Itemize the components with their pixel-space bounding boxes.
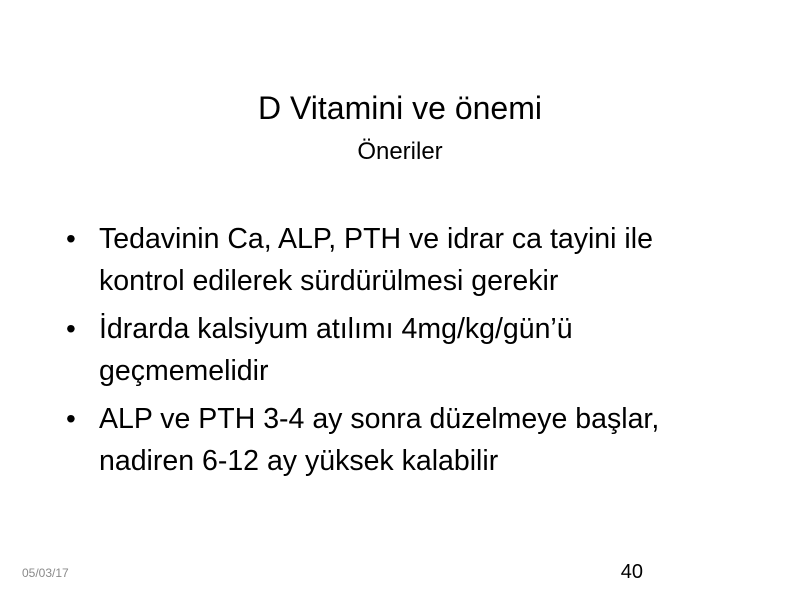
bullet-item xyxy=(64,398,744,482)
bullet-icon: • xyxy=(66,223,76,254)
bullet-icon: • xyxy=(66,313,76,344)
footer-date: 05/03/17 xyxy=(22,566,69,580)
page-number: 40 xyxy=(620,561,643,583)
bullet-text: İdrarda kalsiyum atılımı 4mg/kg/gün’ü geçmemelidir xyxy=(99,313,573,387)
slide-subtitle: Öneriler xyxy=(357,138,443,165)
bullet-icon: • xyxy=(66,403,76,434)
bullet-item xyxy=(64,308,744,392)
bullet-list xyxy=(64,218,744,488)
bullet-item xyxy=(64,218,744,302)
bullet-text: Tedavinin Ca, ALP, PTH ve idrar ca tayini ile kontrol edilerek sürdürülmesi gerekir xyxy=(99,223,653,297)
slide-title: D Vitamini ve önemi xyxy=(258,90,542,126)
bullet-text: ALP ve PTH 3-4 ay sonra düzelmeye başlar, nadiren 6-12 ay yüksek kalabilir xyxy=(99,403,660,477)
